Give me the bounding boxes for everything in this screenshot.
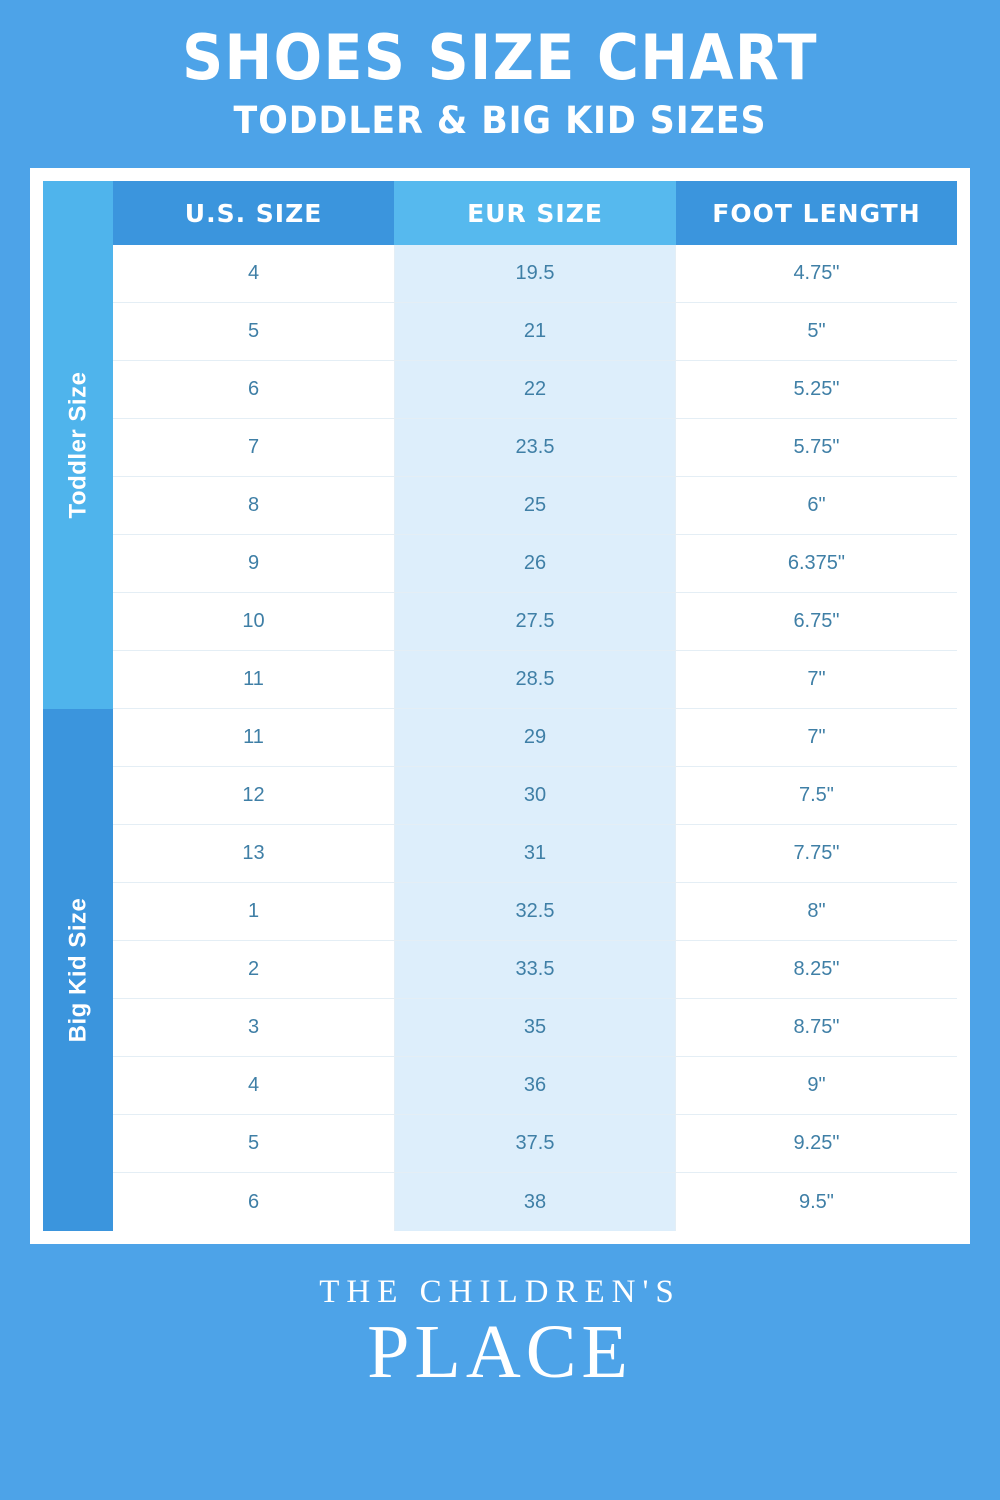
group-label-bigkid-text: Big Kid Size xyxy=(64,897,91,1043)
table-row xyxy=(113,767,957,825)
group-label-bigkid xyxy=(43,709,113,1231)
cell-us-size: 2 xyxy=(113,941,394,999)
cell-foot-length: 7" xyxy=(676,709,957,767)
cell-foot-length: 5.25" xyxy=(676,361,957,419)
table-row xyxy=(113,709,957,767)
cell-eur-size: 31 xyxy=(394,825,676,883)
cell-eur-size: 22 xyxy=(394,361,676,419)
cell-us-size: 5 xyxy=(113,303,394,361)
cell-eur-size: 35 xyxy=(394,999,676,1057)
cell-eur-size: 37.5 xyxy=(394,1115,676,1173)
table-row xyxy=(113,535,957,593)
cell-foot-length: 5" xyxy=(676,303,957,361)
cell-eur-size: 32.5 xyxy=(394,883,676,941)
table-row xyxy=(113,651,957,709)
cell-eur-size: 38 xyxy=(394,1173,676,1231)
cell-eur-size: 25 xyxy=(394,477,676,535)
cell-eur-size: 26 xyxy=(394,535,676,593)
cell-foot-length: 8.75" xyxy=(676,999,957,1057)
cell-eur-size: 28.5 xyxy=(394,651,676,709)
table-row xyxy=(113,883,957,941)
cell-eur-size: 33.5 xyxy=(394,941,676,999)
cell-foot-length: 8.25" xyxy=(676,941,957,999)
cell-eur-size: 21 xyxy=(394,303,676,361)
cell-eur-size: 23.5 xyxy=(394,419,676,477)
table-row xyxy=(113,1173,957,1231)
cell-eur-size: 30 xyxy=(394,767,676,825)
cell-eur-size: 27.5 xyxy=(394,593,676,651)
cell-foot-length: 7.5" xyxy=(676,767,957,825)
table-row xyxy=(113,419,957,477)
cell-foot-length: 6.375" xyxy=(676,535,957,593)
page-subtitle: TODDLER & BIG KID SIZES xyxy=(233,99,767,143)
cell-foot-length: 5.75" xyxy=(676,419,957,477)
header xyxy=(0,0,1000,142)
table-row xyxy=(113,825,957,883)
table-row xyxy=(113,1057,957,1115)
cell-us-size: 11 xyxy=(113,651,394,709)
group-label-toddler xyxy=(43,181,113,709)
cell-foot-length: 9.25" xyxy=(676,1115,957,1173)
table-rows xyxy=(113,245,957,1231)
cell-foot-length: 4.75" xyxy=(676,245,957,303)
column-header-length: FOOT LENGTH xyxy=(676,181,957,245)
cell-us-size: 12 xyxy=(113,767,394,825)
cell-us-size: 3 xyxy=(113,999,394,1057)
logo-line-1: THE CHILDREN'S xyxy=(319,1274,681,1311)
table-header-row xyxy=(113,181,957,245)
cell-us-size: 7 xyxy=(113,419,394,477)
cell-us-size: 6 xyxy=(113,1173,394,1231)
cell-eur-size: 29 xyxy=(394,709,676,767)
cell-eur-size: 36 xyxy=(394,1057,676,1115)
cell-us-size: 5 xyxy=(113,1115,394,1173)
column-header-eur: EUR SIZE xyxy=(394,181,676,245)
logo-line-2: PLACE xyxy=(367,1310,633,1395)
cell-us-size: 6 xyxy=(113,361,394,419)
cell-foot-length: 8" xyxy=(676,883,957,941)
cell-us-size: 4 xyxy=(113,1057,394,1115)
cell-foot-length: 6" xyxy=(676,477,957,535)
page-title: SHOES SIZE CHART xyxy=(182,21,818,94)
table-row xyxy=(113,361,957,419)
table-row xyxy=(113,245,957,303)
size-table-card xyxy=(30,168,970,1244)
cell-eur-size: 19.5 xyxy=(394,245,676,303)
cell-foot-length: 9.5" xyxy=(676,1173,957,1231)
table-row xyxy=(113,593,957,651)
cell-us-size: 11 xyxy=(113,709,394,767)
group-label-column xyxy=(43,181,113,1231)
table-row xyxy=(113,999,957,1057)
table-row xyxy=(113,941,957,999)
cell-foot-length: 9" xyxy=(676,1057,957,1115)
size-table xyxy=(43,181,957,1231)
column-header-us: U.S. SIZE xyxy=(113,181,394,245)
table-row xyxy=(113,1115,957,1173)
table-body xyxy=(113,181,957,1231)
cell-foot-length: 7.75" xyxy=(676,825,957,883)
cell-us-size: 9 xyxy=(113,535,394,593)
cell-foot-length: 7" xyxy=(676,651,957,709)
cell-us-size: 8 xyxy=(113,477,394,535)
cell-us-size: 1 xyxy=(113,883,394,941)
cell-us-size: 10 xyxy=(113,593,394,651)
group-label-toddler-text: Toddler Size xyxy=(64,371,91,519)
cell-us-size: 13 xyxy=(113,825,394,883)
cell-us-size: 4 xyxy=(113,245,394,303)
table-row xyxy=(113,303,957,361)
cell-foot-length: 6.75" xyxy=(676,593,957,651)
table-row xyxy=(113,477,957,535)
brand-logo xyxy=(319,1274,681,1393)
